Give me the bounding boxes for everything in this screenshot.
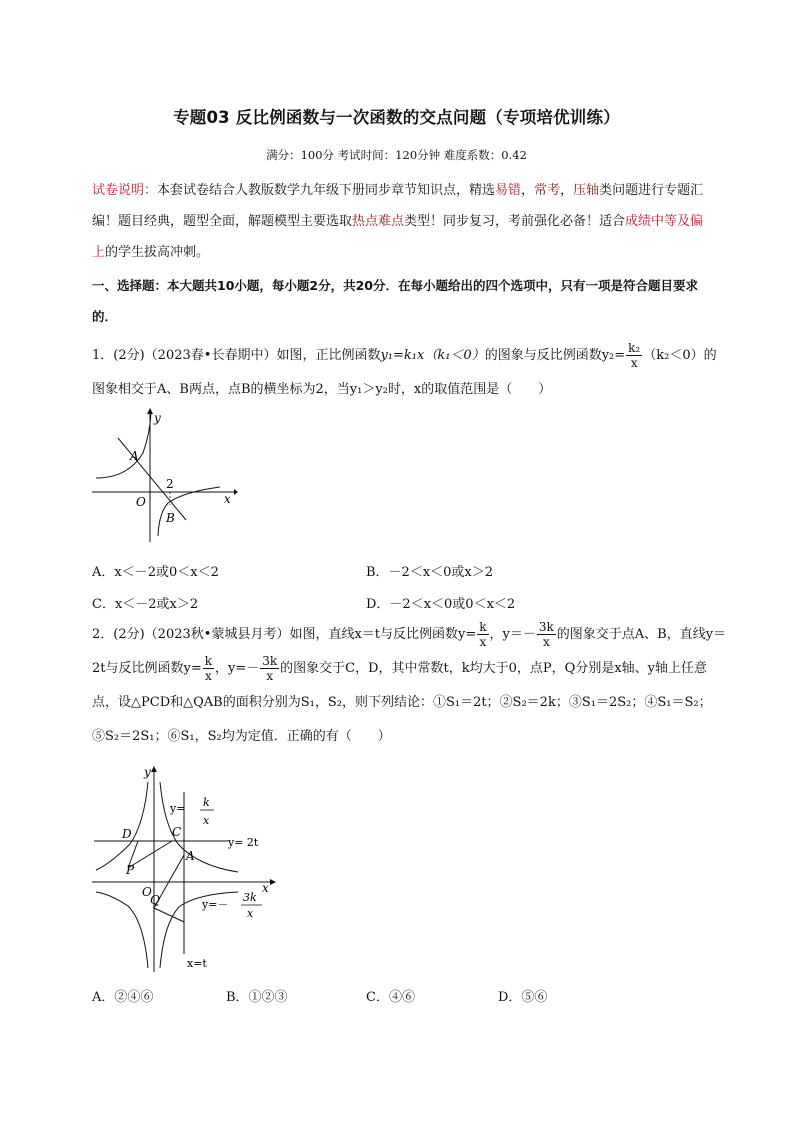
- q1-fig-b: B: [166, 511, 175, 525]
- q1-y2: y₂=: [601, 348, 626, 363]
- q2-fig-x: x: [262, 881, 269, 895]
- q2-fig-o: O: [142, 885, 152, 899]
- q1-prefix: 1．(2分)（2023春•长春期中）如图，正比例函数: [92, 348, 381, 363]
- q2-frac-1: $\frac{k}{x}$: [479, 620, 487, 649]
- q2-fig-d: D: [122, 827, 132, 841]
- q1-fig-2: 2: [166, 477, 174, 491]
- q2-option-c[interactable]: C．④⑥: [366, 990, 415, 1005]
- q1-option-b[interactable]: B．－2＜x＜0或x＞2: [366, 565, 494, 580]
- q2-fig-kx: x: [203, 814, 210, 827]
- q1-figure: [88, 408, 238, 544]
- q2-fig-q: Q: [150, 893, 160, 907]
- q1-fig-a: A: [130, 449, 139, 463]
- q1-fraction: $\frac{\text{k₂}}{x}$: [628, 341, 641, 370]
- q2-fig-label-3: y=－: [202, 898, 229, 911]
- q2-option-b[interactable]: B．①②③: [226, 990, 288, 1005]
- question-1: 1．(2分)（2023春•长春期中）如图，正比例函数y₁=k₁x（k₁＜0）的图象与反比例函数y₂= $\frac{\text{k₂}}{x}$ （k₂＜0）的图象相交于A、B两点，点B的横坐标为2，当y₁＞y₂时，x的取值范围是（ ）: [92, 341, 717, 397]
- q2-fig-p: P: [126, 863, 135, 877]
- q2-frac-3: $\frac{k}{x}$: [204, 654, 213, 683]
- q2-fig-k3: 3k: [243, 891, 257, 904]
- q2-fig-a: A: [186, 849, 195, 863]
- q2-option-a[interactable]: A．②④⑥: [92, 990, 154, 1005]
- q1-rest: 的图象相交于A、B两点，点B的横坐标为2，当y₁＞y₂时，x的取值范围是（ ）: [92, 348, 717, 397]
- q1-option-c[interactable]: C．x＜－2或x＞2: [92, 597, 199, 612]
- q2-fig-y: y: [144, 765, 151, 779]
- q2-fig-label-2: y= 2t: [228, 836, 259, 849]
- q2-frac-2: $\frac{3k}{x}$: [538, 620, 554, 649]
- q1-fig-y: y: [154, 411, 161, 425]
- q2-fig-k: k: [203, 796, 210, 809]
- q1-eq1: y₁=k₁x（k₁＜0）: [380, 348, 485, 363]
- page-title: 专题03 反比例函数与一次函数的交点问题（专项培优训练）: [173, 108, 620, 127]
- q2-fig-c: C: [172, 825, 182, 839]
- question-2: 2．(2分)（2023秋•蒙城县月考）如图，直线x＝t与反比例函数y= $\frac{k}{x}$ ，y＝－ $\frac{3k}{x}$ 的图象交于点A、B，直线y＝2t与反比例函数y= $\frac{k}{x}$ ，y=－ $\frac{3k}{x}$ 的图象交于C，D，其中常数t，k均大于0，点P，Q分别是x轴、y轴上任意点，设△PCD和△QAB的面积分别为S₁，S₂，则下列结论：①S₁＝2t；②S₂＝2k；③S₁＝2S₂；④S₁＝S₂；⑤S₂＝2S₁；⑥S₁，S₂均为定值．正确的有（ ）: [92, 620, 727, 744]
- q1-fig-o: O: [136, 495, 146, 509]
- exam-intro: 试卷说明：本套试卷结合人教版数学九年级下册同步章节知识点，精选易错，常考，压轴类问题进行专题汇编！题目经典，题型全面，解题模型主要选取热点难点类型！同步复习，考前强化必备！适合成绩中等及偏上的学生拔高冲刺。: [92, 183, 704, 260]
- q2-fig-label-1: y=: [170, 802, 186, 815]
- q1-fig-x: x: [224, 492, 231, 506]
- q2-option-d[interactable]: D．⑤⑥: [498, 990, 548, 1005]
- exam-meta: 满分：100分 考试时间：120分钟 难度系数：0.42: [266, 148, 527, 162]
- intro-label: 试卷说明：: [92, 183, 158, 198]
- q1-option-a[interactable]: A．x＜－2或0＜x＜2: [92, 565, 219, 580]
- q2-fig-label-4: x=t: [187, 957, 207, 970]
- q2-fig-k3x: x: [247, 907, 254, 920]
- q2-frac-4: $\frac{3k}{x}$: [262, 654, 278, 683]
- q2-figure: [88, 762, 278, 974]
- q1-option-d[interactable]: D．－2＜x＜0或0＜x＜2: [366, 597, 516, 612]
- section-heading: 一、选择题：本大题共10小题，每小题2分，共20分．在每小题给出的四个选项中，只有一项是符合题目要求的．: [92, 278, 698, 324]
